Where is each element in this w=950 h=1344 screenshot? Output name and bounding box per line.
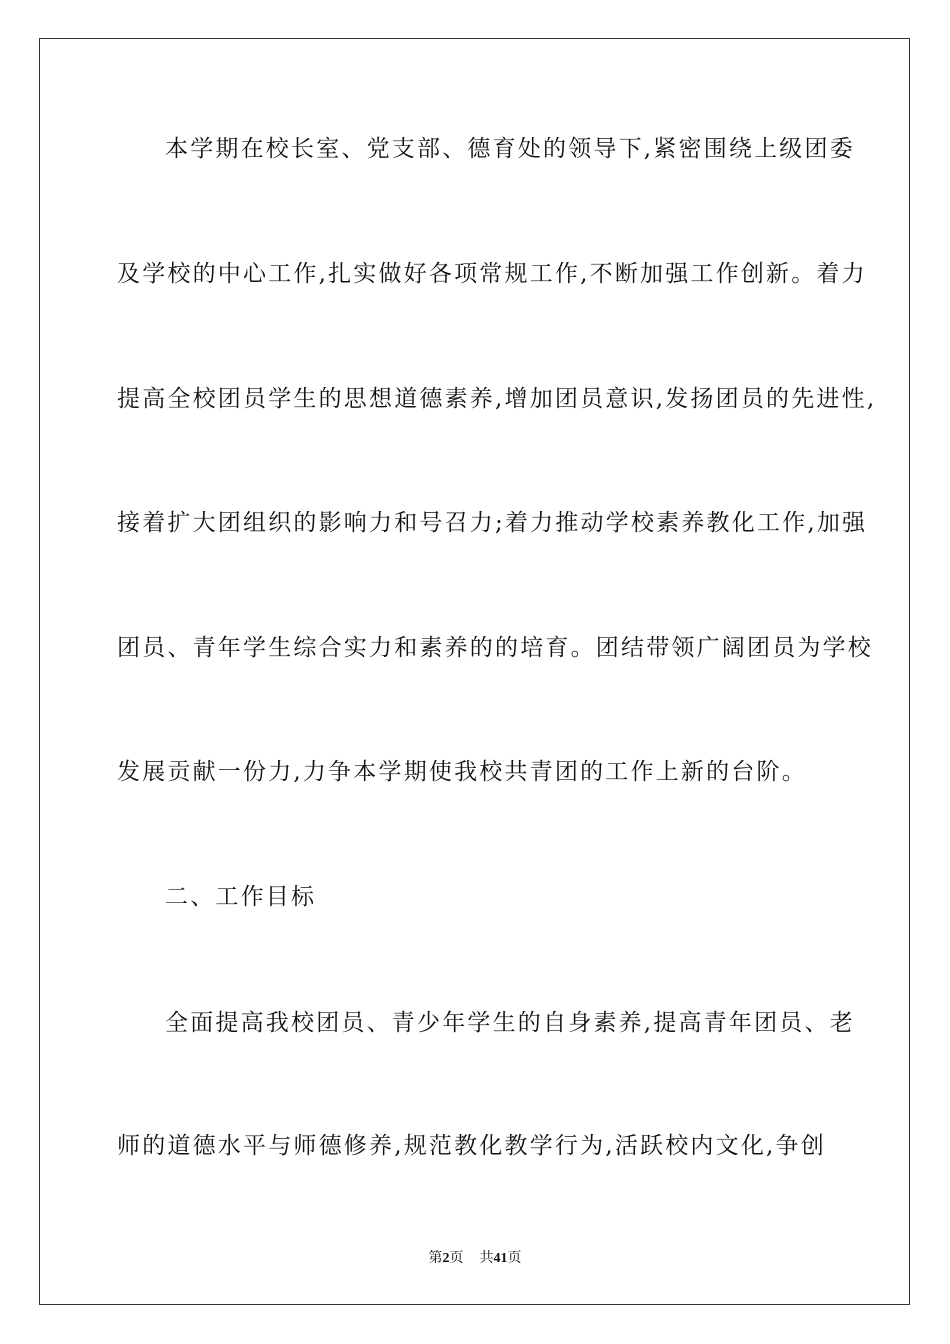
total-pages: 41 xyxy=(493,1251,508,1266)
paragraph-line: 及学校的中心工作,扎实做好各项常规工作,不断加强工作创新。着力 xyxy=(117,261,867,287)
page-footer xyxy=(0,1247,950,1267)
paragraph-line: 师的道德水平与师德修养,规范教化教学行为,活跃校内文化,争创 xyxy=(117,1133,826,1159)
paragraph-line: 全面提高我校团员、青少年学生的自身素养,提高青年团员、老 xyxy=(165,1010,855,1036)
total-suffix: 页 xyxy=(507,1251,522,1266)
page-number: 2 xyxy=(442,1251,450,1266)
section-heading: 二、工作目标 xyxy=(165,884,317,910)
paragraph-line: 提高全校团员学生的思想道德素养,增加团员意识,发扬团员的先进性, xyxy=(117,386,877,412)
paragraph-line: 接着扩大团组织的影响力和号召力;着力推动学校素养教化工作,加强 xyxy=(117,510,868,536)
paragraph-line: 团员、青年学生综合实力和素养的的培育。团结带领广阔团员为学校 xyxy=(117,635,873,661)
paragraph-line: 发展贡献一份力,力争本学期使我校共青团的工作上新的台阶。 xyxy=(117,759,807,785)
page-suffix: 页 xyxy=(449,1251,464,1266)
page-border xyxy=(39,38,910,1305)
paragraph-line: 本学期在校长室、党支部、德育处的领导下,紧密围绕上级团委 xyxy=(165,136,855,162)
page-prefix: 第 xyxy=(428,1251,443,1266)
total-prefix: 共 xyxy=(479,1251,494,1266)
